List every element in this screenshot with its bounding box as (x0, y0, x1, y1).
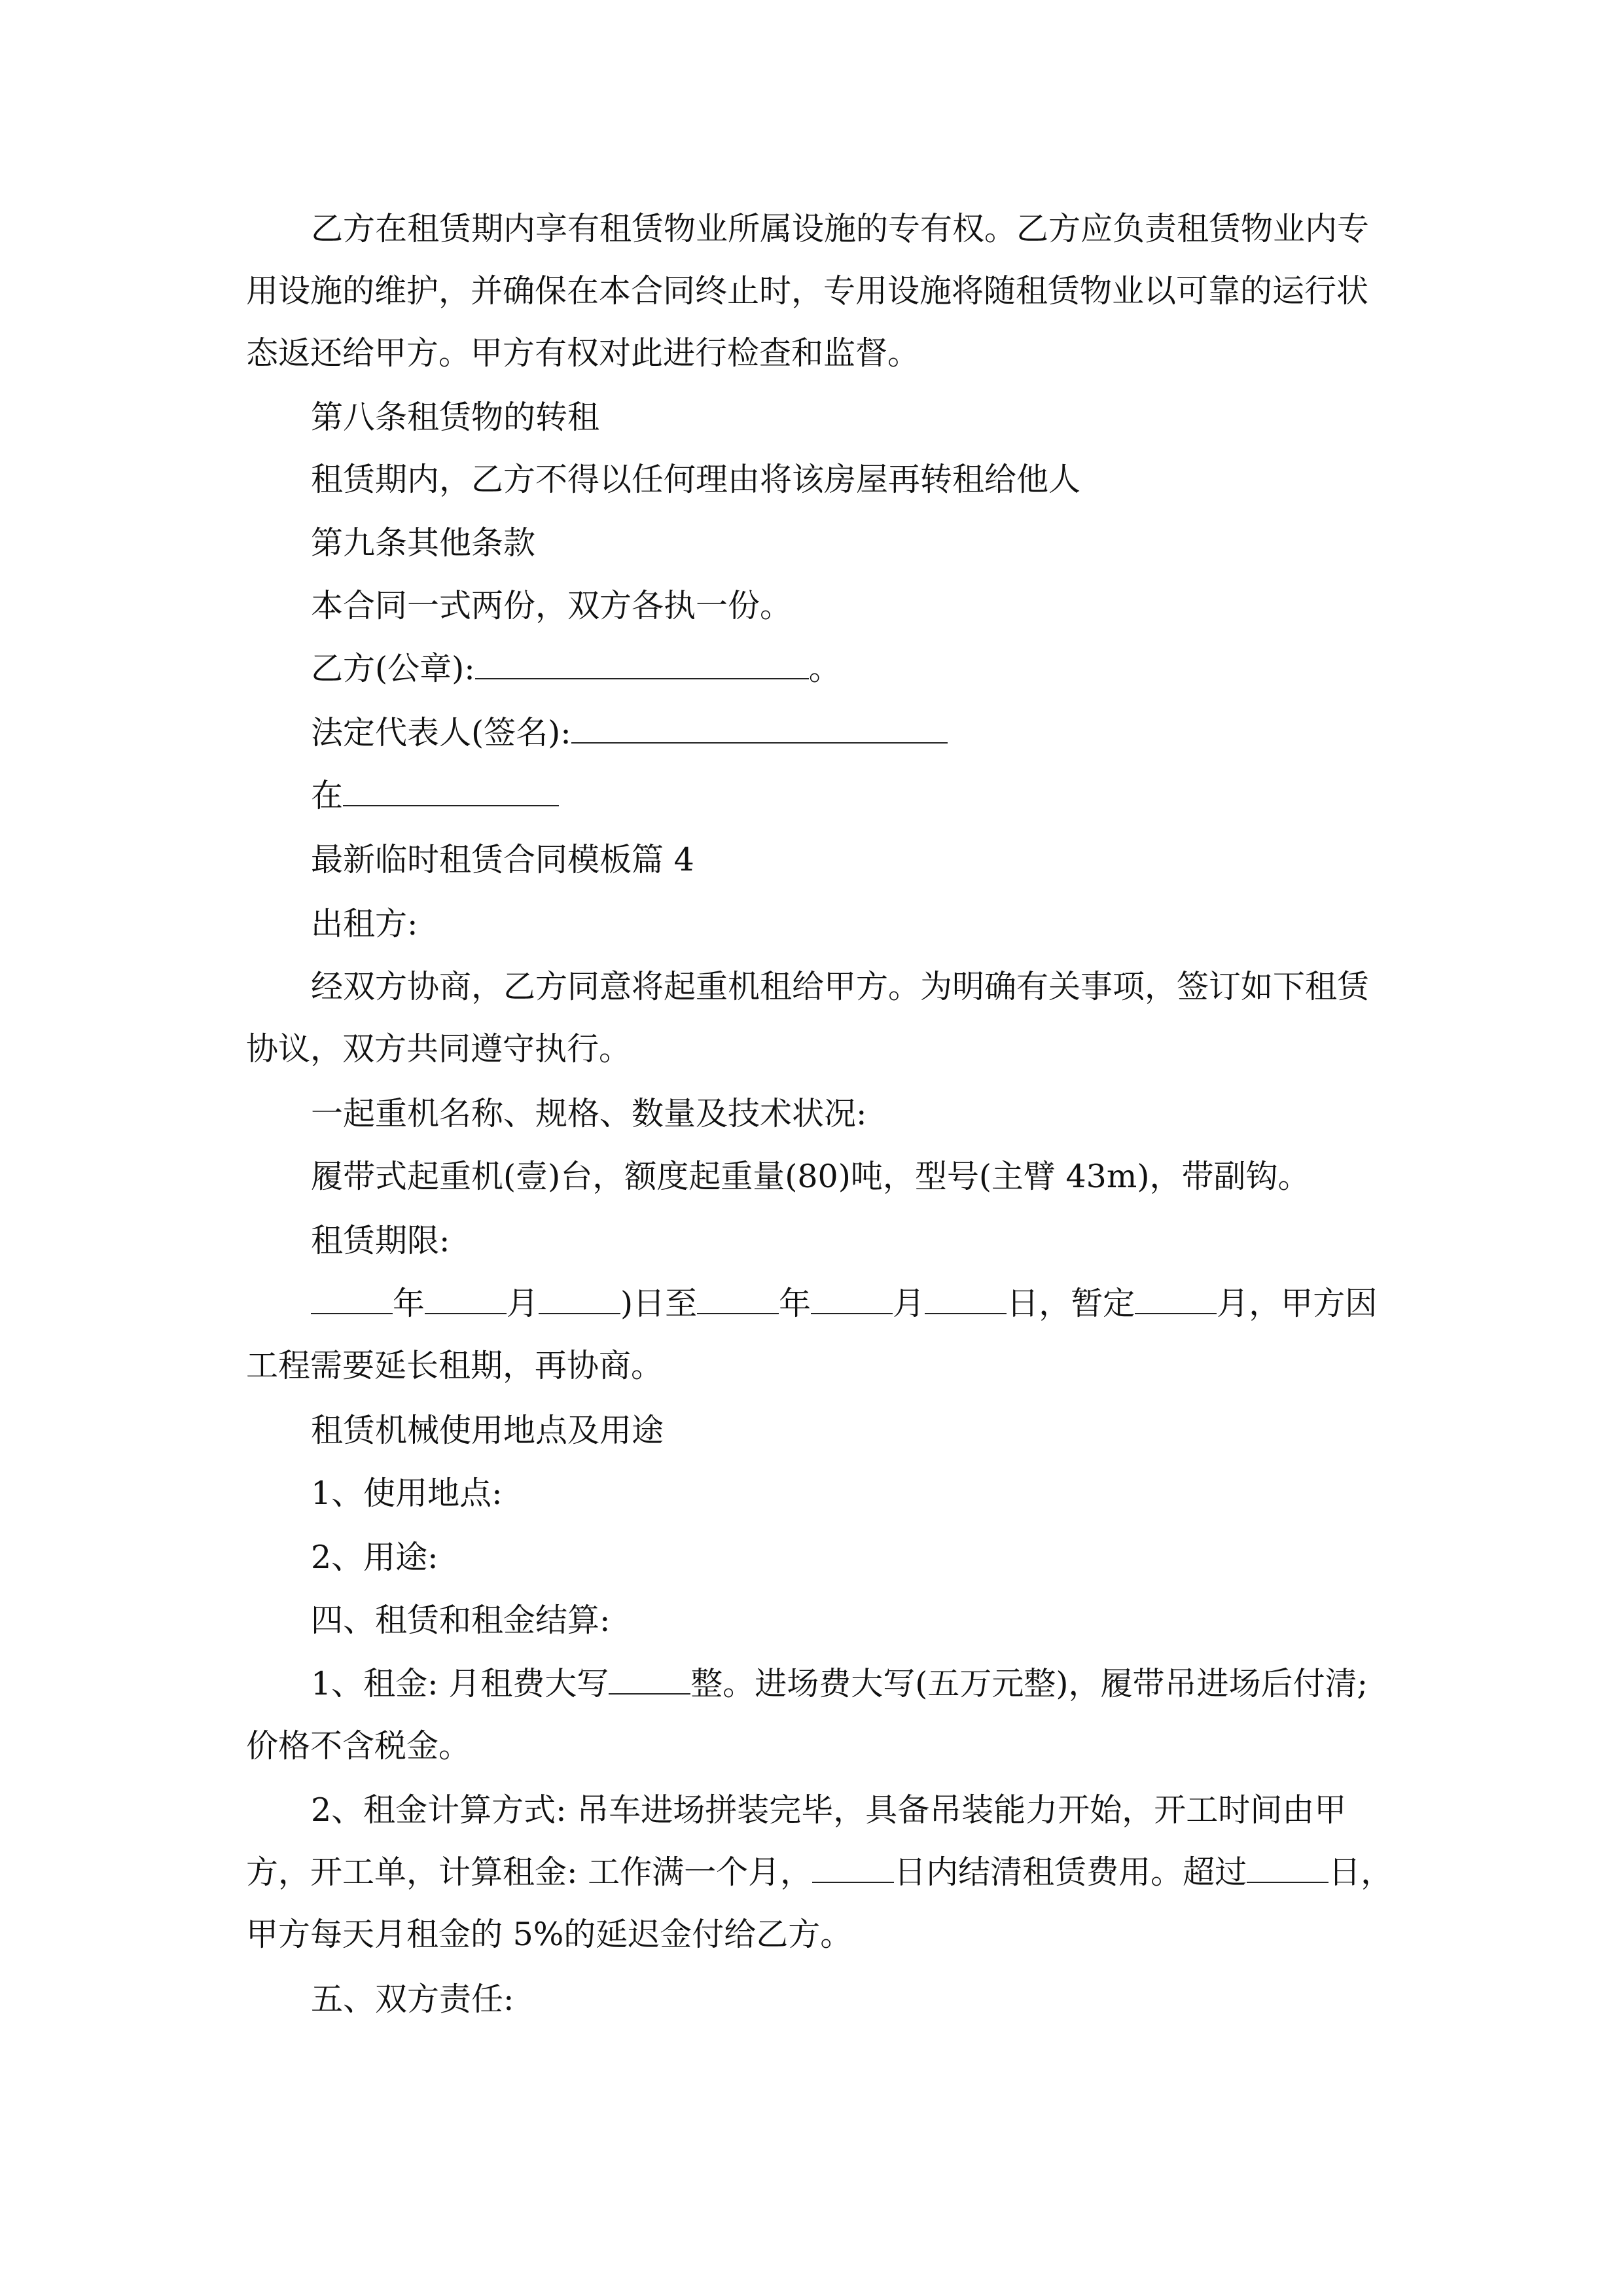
party-b-seal-label: 乙方(公章): (311, 650, 475, 687)
rent-line-2: 价格不含税金。 (246, 1727, 471, 1765)
term-title: 租赁期限: (311, 1222, 450, 1259)
rent-blank (609, 1668, 690, 1695)
term-text: 年 (393, 1285, 425, 1322)
use-title: 租赁机械使用地点及用途 (311, 1412, 664, 1449)
intro-line: 经双方协商，乙方同意将起重机租给甲方。为明确有关事项，签订如下租赁 (311, 968, 1370, 1005)
use-place: 1、使用地点: (311, 1475, 503, 1512)
party-b-seal-blank (475, 653, 809, 679)
article-9-title: 第九条其他条款 (311, 524, 536, 562)
calc-text: 日内结清租赁费用。超过 (894, 1854, 1247, 1891)
place-label: 在 (311, 777, 344, 814)
paragraph-line: 态返还给甲方。甲方有权对此进行检查和监督。 (246, 334, 920, 372)
party-b-seal-line (311, 649, 841, 689)
paragraph-line: 乙方在租赁期内享有租赁物业所属设施的专有权。乙方应负责租赁物业内专 (311, 210, 1370, 247)
legal-rep-signature-line (311, 713, 948, 753)
paragraph-line: 用设施的维护，并确保在本合同终止时，专用设施将随租赁物业以可靠的运行状 (246, 272, 1369, 310)
lessor-label: 出租方: (311, 905, 418, 942)
blank (925, 1288, 1007, 1314)
blank (697, 1288, 779, 1314)
legal-rep-label: 法定代表人(签名): (311, 714, 571, 751)
term-text: )日至 (620, 1285, 698, 1322)
article-9-text: 本合同一式两份，双方各执一份。 (311, 587, 793, 624)
blank (811, 1288, 893, 1314)
legal-rep-blank (571, 717, 948, 744)
blank (425, 1288, 507, 1314)
term-text: 年 (779, 1285, 812, 1322)
rent-text: 整。进场费大写(五万元整)，履带吊进场后付清; (690, 1665, 1368, 1702)
blank (311, 1288, 393, 1314)
calc-blank (812, 1857, 894, 1883)
settlement-title: 四、租赁和租金结算: (311, 1602, 611, 1639)
intro-line: 协议，双方共同遵守执行。 (246, 1030, 632, 1067)
term-text: 月 (893, 1285, 925, 1322)
calc-line-2 (246, 1853, 1393, 1892)
article-8-text: 租赁期内，乙方不得以任何理由将该房屋再转租给他人 (311, 461, 1081, 498)
calc-text: 日， (1329, 1854, 1393, 1891)
rent-line (311, 1664, 1368, 1704)
calc-line-3: 甲方每天月租金的 5%的延迟金付给乙方。 (246, 1916, 853, 1953)
calc-text: 方，开工单，计算租金: 工作满一个月， (246, 1854, 813, 1891)
calc-line: 2、租金计算方式: 吊车进场拼装完毕，具备吊装能力开始，开工时间由甲 (311, 1791, 1347, 1829)
place-blank (343, 780, 559, 806)
item-1-title: 一起重机名称、规格、数量及技术状况: (311, 1095, 867, 1132)
calc-blank (1247, 1857, 1329, 1883)
item-1-text: 履带式起重机(壹)台，额度起重量(80)吨，型号(主臂 43m)，带副钩。 (311, 1158, 1310, 1195)
section-title: 最新临时租赁合同模板篇 4 (311, 841, 694, 878)
term-line-2: 工程需要延长租期，再协商。 (246, 1347, 664, 1384)
use-purpose: 2、用途: (311, 1539, 438, 1576)
term-dates-line (311, 1284, 1377, 1323)
article-8-title: 第八条租赁物的转租 (311, 399, 600, 436)
blank (1135, 1288, 1217, 1314)
party-b-seal-suffix: 。 (808, 650, 841, 687)
rent-text: 1、租金: 月租费大写 (311, 1665, 609, 1702)
term-text: 日，暂定 (1007, 1285, 1135, 1322)
term-text: 月，甲方因 (1217, 1285, 1378, 1322)
duties-title: 五、双方责任: (311, 1981, 514, 2018)
blank (539, 1288, 620, 1314)
place-line (311, 776, 559, 816)
term-text: 月 (507, 1285, 539, 1322)
